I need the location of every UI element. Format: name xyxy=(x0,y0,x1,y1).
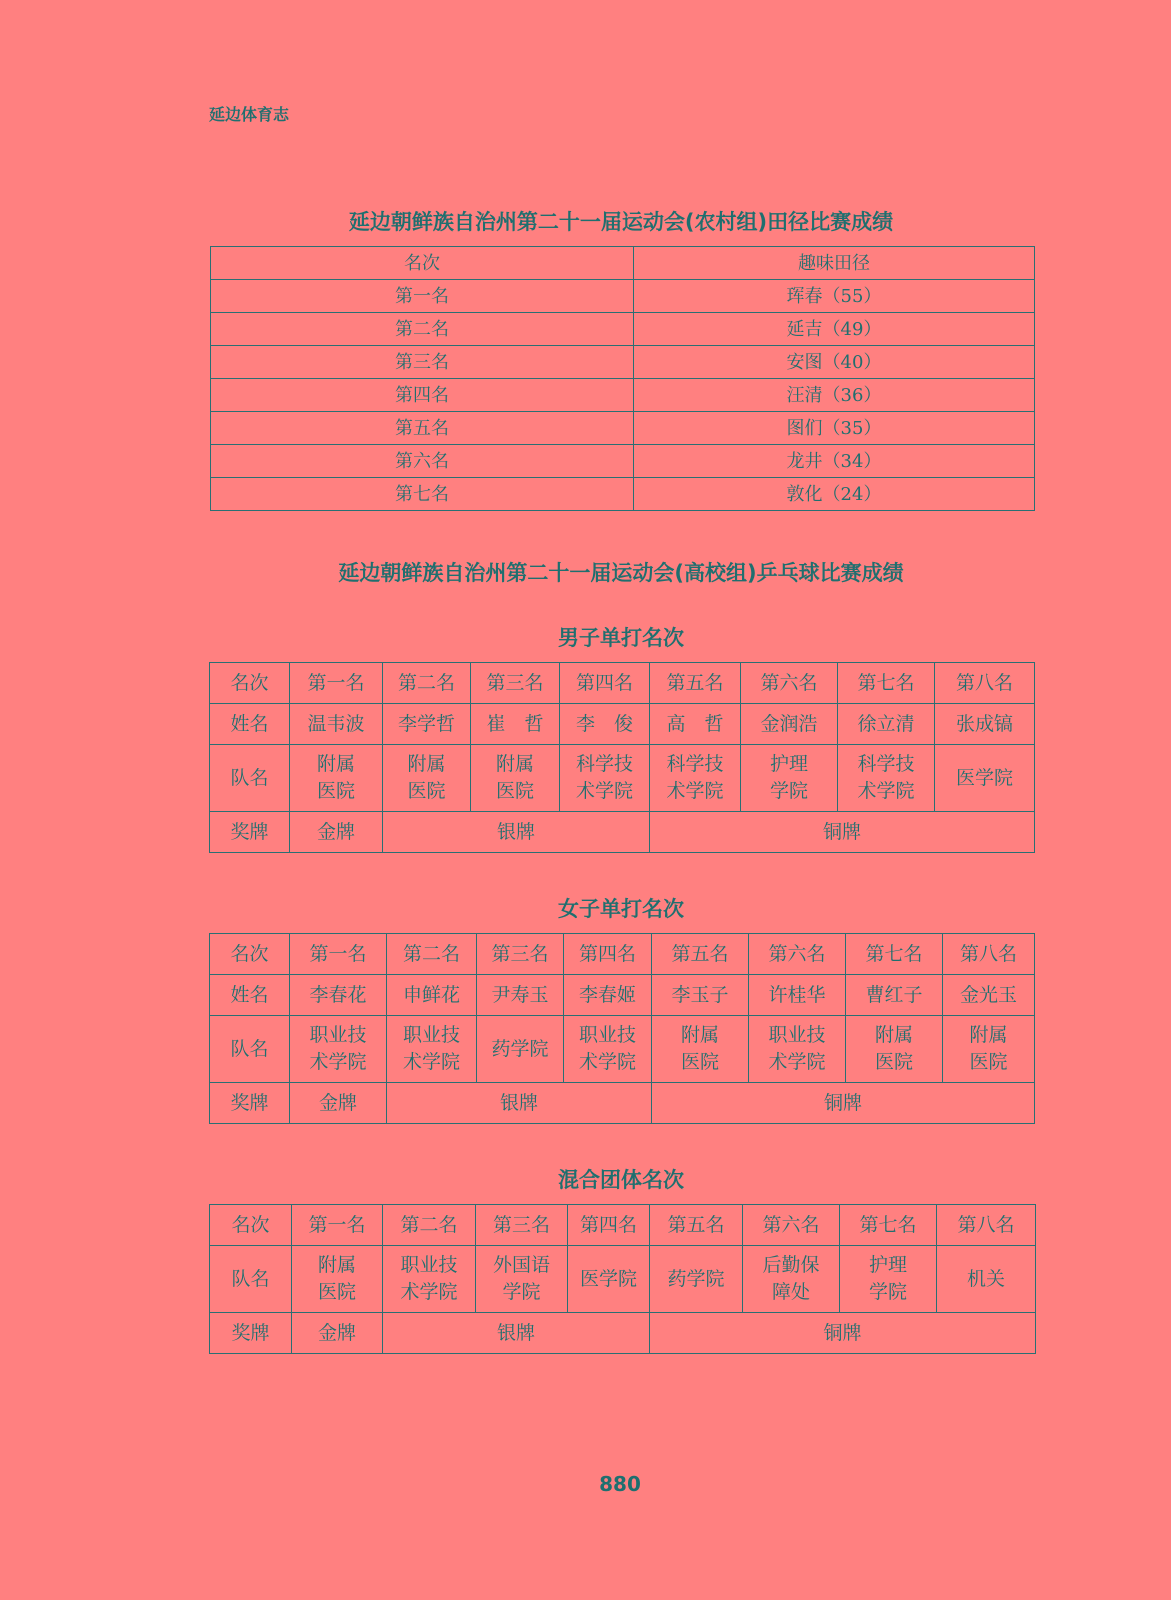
name-cell: 李学哲 xyxy=(383,704,471,745)
name-cell: 李 俊 xyxy=(560,704,650,745)
bronze-medal-cell: 铜牌 xyxy=(650,812,1035,853)
rank-cell: 第四名 xyxy=(211,379,634,412)
rank-cell: 第六名 xyxy=(743,1205,840,1246)
result-cell: 图们（35） xyxy=(634,412,1035,445)
name-cell: 李玉子 xyxy=(652,975,749,1016)
team-cell: 药学院 xyxy=(650,1246,743,1313)
team-cell: 附属 医院 xyxy=(846,1016,943,1083)
row-label: 姓名 xyxy=(210,704,290,745)
row-label: 队名 xyxy=(210,1016,290,1083)
rank-cell: 第二名 xyxy=(383,663,471,704)
result-cell: 安图（40） xyxy=(634,346,1035,379)
team-cell: 医学院 xyxy=(568,1246,650,1313)
silver-medal-cell: 银牌 xyxy=(387,1083,652,1124)
team-cell: 后勤保 障处 xyxy=(743,1246,840,1313)
womens-singles-subtitle: 女子单打名次 xyxy=(558,897,684,921)
table-row xyxy=(211,412,1035,445)
medal-row xyxy=(210,1313,1036,1354)
name-cell: 许桂华 xyxy=(749,975,846,1016)
row-label: 队名 xyxy=(210,745,290,812)
name-cell: 李春姬 xyxy=(564,975,652,1016)
rank-cell: 第六名 xyxy=(741,663,838,704)
row-label: 姓名 xyxy=(210,975,290,1016)
rank-cell: 第一名 xyxy=(290,663,383,704)
mens-singles-table xyxy=(209,662,1035,853)
row-label: 奖牌 xyxy=(210,812,290,853)
result-cell: 敦化（24） xyxy=(634,478,1035,511)
rank-cell: 第二名 xyxy=(211,313,634,346)
team-cell: 科学技 术学院 xyxy=(560,745,650,812)
team-cell: 附属 医院 xyxy=(652,1016,749,1083)
running-head: 延边体育志 xyxy=(209,105,290,124)
team-row xyxy=(210,745,1035,812)
rank-cell: 第四名 xyxy=(564,934,652,975)
rank-cell: 第八名 xyxy=(943,934,1035,975)
table-header-row xyxy=(211,247,1035,280)
header-cell: 趣味田径 xyxy=(634,247,1035,280)
table-row xyxy=(211,445,1035,478)
name-cell: 金光玉 xyxy=(943,975,1035,1016)
row-label: 队名 xyxy=(210,1246,292,1313)
rank-cell: 第七名 xyxy=(840,1205,937,1246)
row-label: 奖牌 xyxy=(210,1083,290,1124)
team-cell: 职业技 术学院 xyxy=(383,1246,476,1313)
gold-medal-cell: 金牌 xyxy=(290,812,383,853)
medal-row xyxy=(210,812,1035,853)
name-cell: 崔 哲 xyxy=(471,704,560,745)
rank-cell: 第一名 xyxy=(211,280,634,313)
name-cell: 张成镐 xyxy=(935,704,1035,745)
table-row xyxy=(211,478,1035,511)
team-cell: 科学技 术学院 xyxy=(650,745,741,812)
womens-singles-table xyxy=(209,933,1035,1124)
medal-row xyxy=(210,1083,1035,1124)
name-cell: 温韦波 xyxy=(290,704,383,745)
bronze-medal-cell: 铜牌 xyxy=(652,1083,1035,1124)
rank-cell: 第五名 xyxy=(650,663,741,704)
bronze-medal-cell: 铜牌 xyxy=(650,1313,1036,1354)
rank-row xyxy=(210,934,1035,975)
table-row xyxy=(211,346,1035,379)
rank-cell: 第一名 xyxy=(290,934,387,975)
team-cell: 外国语 学院 xyxy=(476,1246,568,1313)
college-section-title: 延边朝鲜族自治州第二十一届运动会(高校组)乒乓球比赛成绩 xyxy=(338,561,904,585)
rank-cell: 第七名 xyxy=(211,478,634,511)
rural-table-title: 延边朝鲜族自治州第二十一届运动会(农村组)田径比赛成绩 xyxy=(348,210,894,234)
team-cell: 医学院 xyxy=(935,745,1035,812)
name-cell: 李春花 xyxy=(290,975,387,1016)
rank-row xyxy=(210,1205,1036,1246)
name-cell: 高 哲 xyxy=(650,704,741,745)
rank-cell: 第三名 xyxy=(211,346,634,379)
rank-cell: 第二名 xyxy=(383,1205,476,1246)
rank-cell: 第五名 xyxy=(652,934,749,975)
rank-cell: 第四名 xyxy=(568,1205,650,1246)
mens-singles-subtitle: 男子单打名次 xyxy=(558,626,684,650)
silver-medal-cell: 银牌 xyxy=(383,1313,650,1354)
name-cell: 徐立清 xyxy=(838,704,935,745)
team-cell: 附属 医院 xyxy=(943,1016,1035,1083)
mixed-team-subtitle: 混合团体名次 xyxy=(558,1168,684,1192)
team-cell: 职业技 术学院 xyxy=(749,1016,846,1083)
row-label: 名次 xyxy=(210,1205,292,1246)
result-cell: 龙井（34） xyxy=(634,445,1035,478)
table-row xyxy=(211,379,1035,412)
table-row xyxy=(211,280,1035,313)
rank-row xyxy=(210,663,1035,704)
rank-cell: 第五名 xyxy=(211,412,634,445)
team-cell: 药学院 xyxy=(477,1016,564,1083)
rural-results-table xyxy=(210,246,1035,511)
team-cell: 职业技 术学院 xyxy=(290,1016,387,1083)
team-cell: 附属 医院 xyxy=(383,745,471,812)
rank-cell: 第八名 xyxy=(937,1205,1036,1246)
team-cell: 科学技 术学院 xyxy=(838,745,935,812)
team-row xyxy=(210,1016,1035,1083)
team-cell: 附属 医院 xyxy=(471,745,560,812)
name-cell: 曹红子 xyxy=(846,975,943,1016)
table-row xyxy=(211,313,1035,346)
rank-cell: 第四名 xyxy=(560,663,650,704)
rank-cell: 第五名 xyxy=(650,1205,743,1246)
team-cell: 机关 xyxy=(937,1246,1036,1313)
team-cell: 职业技 术学院 xyxy=(564,1016,652,1083)
row-label: 奖牌 xyxy=(210,1313,292,1354)
name-cell: 金润浩 xyxy=(741,704,838,745)
team-cell: 护理 学院 xyxy=(840,1246,937,1313)
row-label: 名次 xyxy=(210,934,290,975)
mixed-team-table xyxy=(209,1204,1036,1354)
rank-cell: 第二名 xyxy=(387,934,477,975)
name-cell: 尹寿玉 xyxy=(477,975,564,1016)
row-label: 名次 xyxy=(210,663,290,704)
team-cell: 职业技 术学院 xyxy=(387,1016,477,1083)
name-cell: 申鲜花 xyxy=(387,975,477,1016)
rank-cell: 第七名 xyxy=(846,934,943,975)
gold-medal-cell: 金牌 xyxy=(290,1083,387,1124)
rank-cell: 第八名 xyxy=(935,663,1035,704)
name-row xyxy=(210,975,1035,1016)
team-cell: 附属 医院 xyxy=(292,1246,383,1313)
result-cell: 延吉（49） xyxy=(634,313,1035,346)
rank-cell: 第六名 xyxy=(211,445,634,478)
name-row xyxy=(210,704,1035,745)
team-cell: 附属 医院 xyxy=(290,745,383,812)
rank-cell: 第七名 xyxy=(838,663,935,704)
rank-cell: 第三名 xyxy=(471,663,560,704)
silver-medal-cell: 银牌 xyxy=(383,812,650,853)
result-cell: 汪清（36） xyxy=(634,379,1035,412)
rank-cell: 第三名 xyxy=(476,1205,568,1246)
team-row xyxy=(210,1246,1036,1313)
header-cell: 名次 xyxy=(211,247,634,280)
rank-cell: 第三名 xyxy=(477,934,564,975)
gold-medal-cell: 金牌 xyxy=(292,1313,383,1354)
rank-cell: 第一名 xyxy=(292,1205,383,1246)
rank-cell: 第六名 xyxy=(749,934,846,975)
page-number: 880 xyxy=(599,1472,641,1496)
result-cell: 珲春（55） xyxy=(634,280,1035,313)
team-cell: 护理 学院 xyxy=(741,745,838,812)
